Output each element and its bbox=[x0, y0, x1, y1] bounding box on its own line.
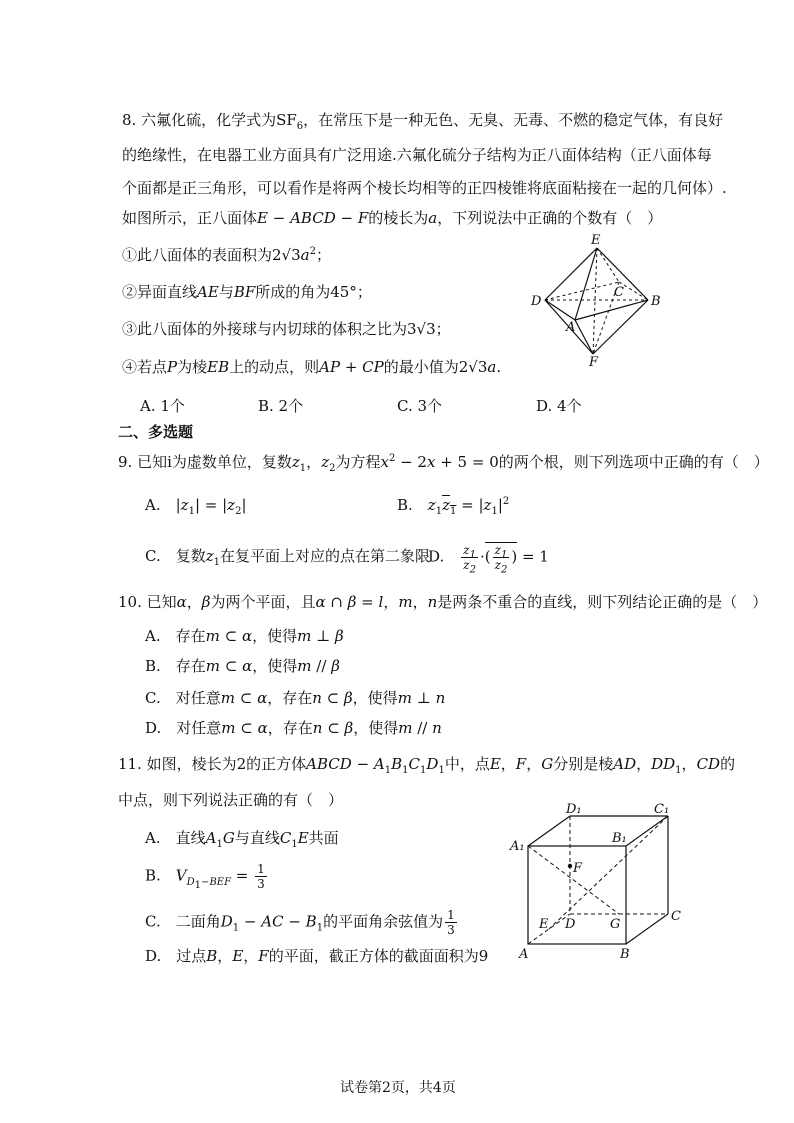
q11-option-a[interactable]: A. 直线$A_1G$与直线$C_1E$共面 bbox=[145, 829, 339, 850]
q9-option-d[interactable]: D. $\frac{z_1}{z_2}$ ·( $\frac{z_1}{z_2}$ ) = 1 bbox=[428, 543, 549, 576]
q11-stem-line2: 中点，则下列说法正确的有（ ） bbox=[118, 791, 344, 809]
q10-option-a[interactable]: A. 存在m ⊂ α，使得m ⊥ β bbox=[145, 627, 344, 645]
fig11-label-d1: D₁ bbox=[566, 802, 582, 817]
cube-figure bbox=[508, 800, 698, 965]
q10-option-c[interactable]: C. 对任意m ⊂ α，存在n ⊂ β，使得m ⊥ n bbox=[145, 689, 446, 707]
q8-stem-line4: 如图所示，正八面体E − ABCD − F的棱长为a，下列说法中正确的个数有（ ） bbox=[122, 209, 663, 227]
q9-option-a[interactable]: A. $|z_1| = |z_2|$ bbox=[145, 496, 247, 517]
fig11-label-b: B bbox=[620, 947, 630, 962]
fig11-label-f: F bbox=[573, 861, 583, 876]
fig11-label-a: A bbox=[519, 947, 529, 962]
q11-option-b[interactable]: B. $V_{D_1-BEF}$ = $\frac{1}{3}$ bbox=[145, 862, 265, 891]
fig11-label-a1: A₁ bbox=[510, 839, 525, 854]
fig11-label-c: C bbox=[671, 909, 681, 924]
fig11-label-d: D bbox=[565, 917, 576, 932]
q10-option-b[interactable]: B. 存在m ⊂ α，使得m // β bbox=[145, 657, 340, 675]
q11-option-d[interactable]: D. 过点B，E，F的平面，截正方体的截面面积为9 bbox=[145, 947, 489, 965]
q8-statement-2: ②异面直线AE与BF所成的角为45°； bbox=[122, 283, 372, 301]
q9-stem: 9. 已知i为虚数单位，复数$z_1$，$z_2$为方程$x^2 - 2x + 5 = 0$的两个根，则下列选项中正确的有（ ） bbox=[118, 453, 769, 474]
q8-option-c[interactable]: C. 3个 bbox=[397, 397, 443, 415]
fig11-label-g: G bbox=[610, 917, 621, 932]
q11-option-c[interactable]: C. 二面角$D_1$ − AC − $B_1$的平面角余弦值为 $\frac{1}{3}$ bbox=[145, 908, 455, 937]
fig8-label-c: C bbox=[614, 285, 624, 300]
q10-option-d[interactable]: D. 对任意m ⊂ α，存在n ⊂ β，使得m // n bbox=[145, 719, 442, 737]
section-heading-multi-choice: 二、多选题 bbox=[118, 423, 194, 441]
point-f-marker bbox=[568, 864, 572, 868]
q8-stem-line3: 个面都是正三角形，可以看作是将两个棱长均相等的正四棱锥将底面粘接在一起的几何体）. bbox=[122, 179, 727, 197]
fig8-label-e: E bbox=[591, 233, 601, 248]
q8-statement-1: ①此八面体的表面积为$2√3a^2$； bbox=[122, 246, 331, 264]
fig11-label-c1: C₁ bbox=[654, 802, 670, 817]
q8-statement-4: ④若点P为棱EB上的动点，则AP + CP的最小值为2√3a. bbox=[122, 358, 502, 376]
q9-option-c[interactable]: C. 复数$z_1$在复平面上对应的点在第二象限 bbox=[145, 547, 431, 568]
q8-stem-line1: 8. 六氟化硫，化学式为$SF_6$，在常压下是一种无色、无臭、无毒、不燃的稳定气体，有良好 bbox=[122, 111, 724, 132]
q8-stem-line2: 的绝缘性，在电器工业方面具有广泛用途.六氟化硫分子结构为正八面体结构（正八面体每 bbox=[122, 146, 712, 164]
page-footer: 试卷第2页，共4页 bbox=[340, 1080, 456, 1096]
q11-stem-line1: 11. 如图，棱长为2的正方体ABCD − $A_1B_1C_1D_1$中，点E，F，G分别是棱AD，$DD_1$，CD的 bbox=[118, 755, 736, 776]
fig8-label-d: D bbox=[531, 294, 542, 309]
octahedron-figure bbox=[525, 232, 665, 372]
q8-option-a[interactable]: A. 1个 bbox=[140, 397, 185, 415]
q9-option-b[interactable]: B. $z_1z_1 = |z_1|^2$ bbox=[397, 496, 510, 517]
fig11-label-b1: B₁ bbox=[612, 831, 627, 846]
q8-option-d[interactable]: D. 4个 bbox=[536, 397, 582, 415]
q8-option-b[interactable]: B. 2个 bbox=[258, 397, 304, 415]
fig8-label-b: B bbox=[651, 294, 661, 309]
fig8-label-f: F bbox=[589, 355, 599, 370]
q10-stem: 10. 已知α，β为两个平面，且α ∩ β = l，m，n是两条不重合的直线，则下列结论正确的是（ ） bbox=[118, 593, 768, 611]
q8-statement-3: ③此八面体的外接球与内切球的体积之比为3√3； bbox=[122, 320, 451, 338]
fig11-label-e: E bbox=[539, 917, 549, 932]
fig8-label-a: A bbox=[566, 320, 576, 335]
